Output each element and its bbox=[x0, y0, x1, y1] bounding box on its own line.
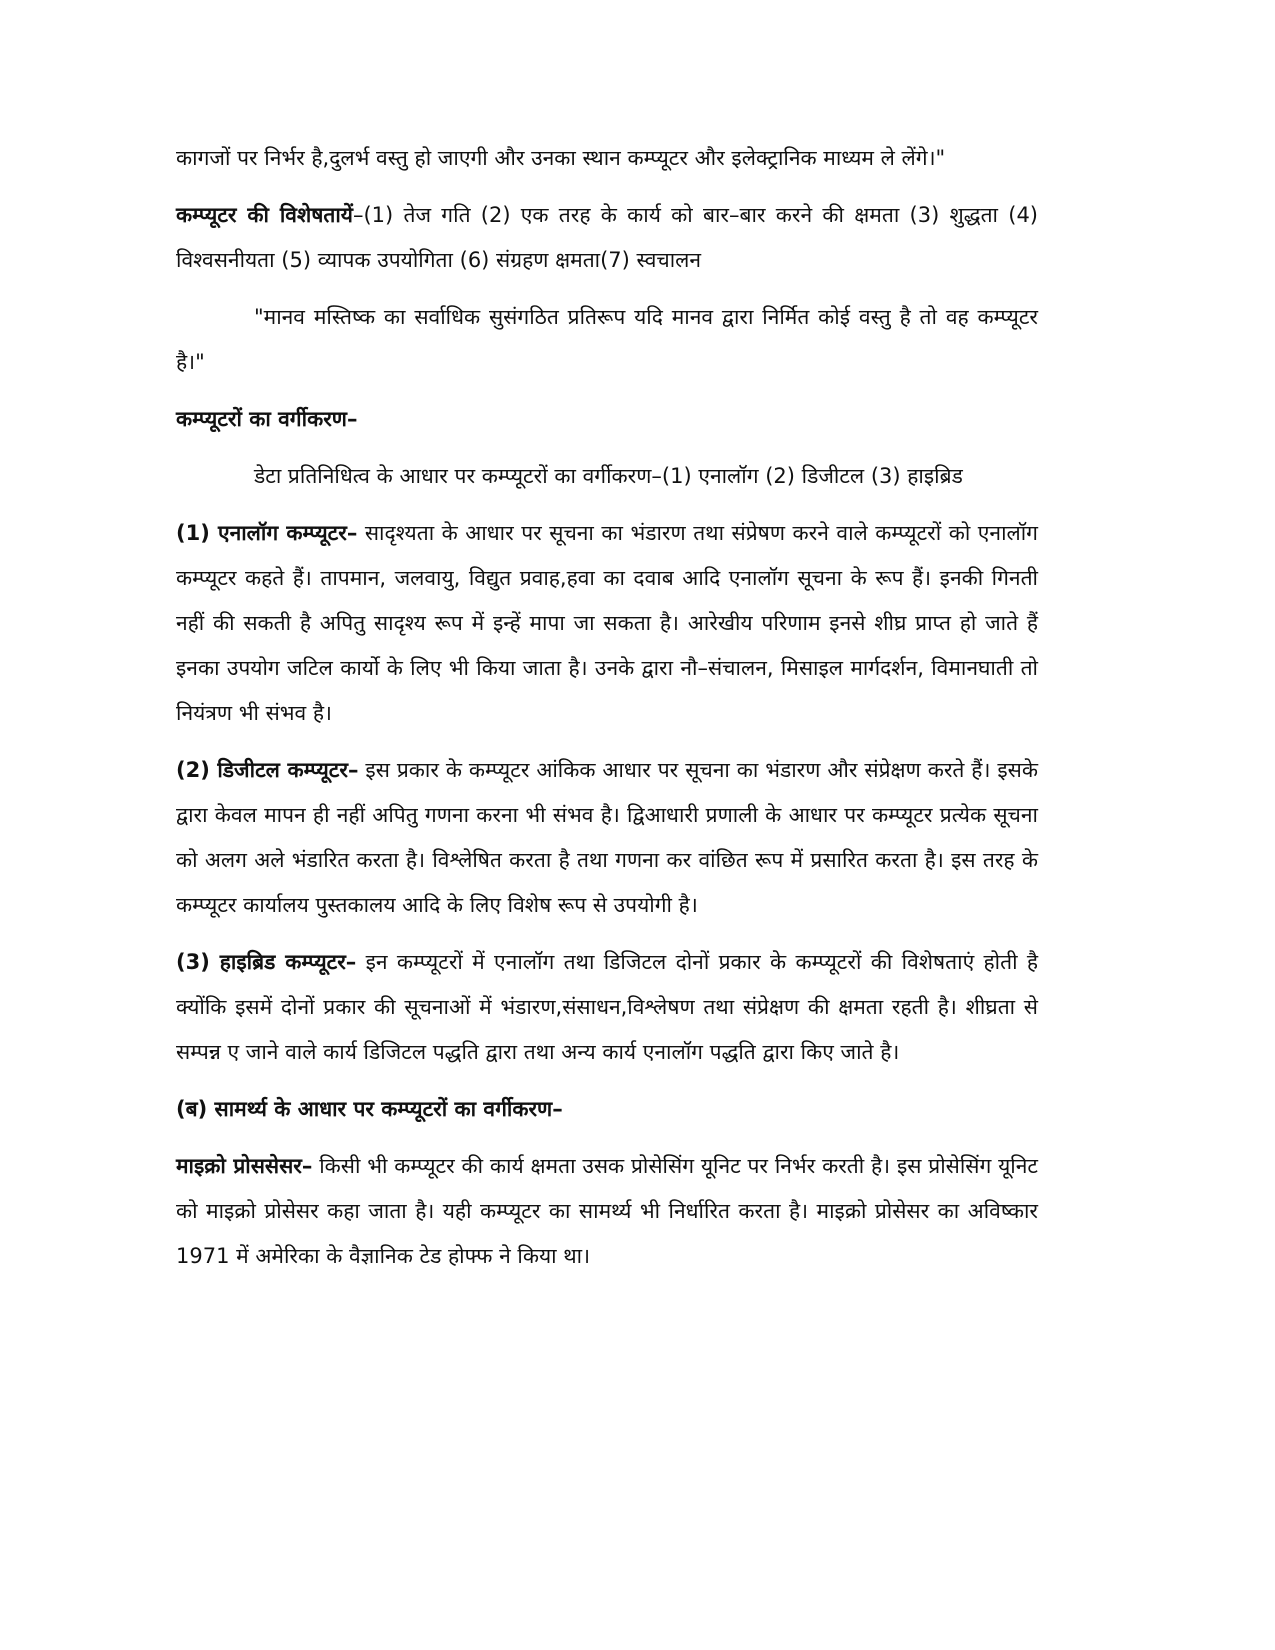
features-paragraph bbox=[176, 193, 1038, 283]
hybrid-paragraph bbox=[176, 940, 1038, 1075]
features-lead: कम्प्यूटर की विशेषतायें bbox=[176, 203, 353, 227]
digital-paragraph bbox=[176, 748, 1038, 928]
hybrid-text: इन कम्प्यूटरों में एनालॉग तथा डिजिटल दोनों प्रकार के कम्प्यूटरों की विशेषताएं होती है क्योंकि इसमें दोनों प्रकार की सूचनाओं में भंडारण,संसाधन,विश्लेषण तथा संप्रेक्षण की क्षमता रहती है। शीघ्रता से सम्पन्न ए जाने वाले कार्य डिजिटल पद्धति द्वारा तथा अन्य कार्य एनालॉग पद्धति द्वारा किए जाते है। bbox=[176, 950, 1038, 1064]
quote-paragraph: "मानव मस्तिष्क का सर्वाधिक सुसंगठित प्रतिरूप यदि मानव द्वारा निर्मित कोई वस्तु है तो वह कम्प्यूटर है।" bbox=[176, 305, 1038, 374]
analog-text: सादृश्यता के आधार पर सूचना का भंडारण तथा संप्रेषण करने वाले कम्प्यूटरों को एनालॉग कम्प्यूटर कहते हैं। तापमान, जलवायु, विद्युत प्रवाह,हवा का दवाब आदि एनालॉग सूचना के रूप हैं। इनकी गिनती नहीं की सकती है अपितु सादृश्य रूप में इन्हें मापा जा सकता है। आरेखीय परिणाम इनसे शीघ्र प्राप्त हो जाते हैं इनका उपयोग जटिल कार्यो के लिए भी किया जाता है। उनके द्वारा नौ–संचालन, मिसाइल मार्गदर्शन, विमानघाती तो नियंत्रण भी संभव है। bbox=[176, 521, 1039, 725]
microprocessor-text: किसी भी कम्प्यूटर की कार्य क्षमता उसक प्रोसेसिंग यूनिट पर निर्भर करती है। इस प्रोसेसिंग यूनिट को माइक्रो प्रोसेसर कहा जाता है। यही कम्प्यूटर का सामर्थ्य भी निर्धारित करता है। माइक्रो प्रोसेसर का अविष्कार 1971 में अमेरिका के वैज्ञानिक टेड होफ्फ ने किया था। bbox=[176, 1154, 1038, 1268]
intro-continuation-paragraph: कागजों पर निर्भर है,दुलर्भ वस्तु हो जाएगी और उनका स्थान कम्प्यूटर और इलेक्ट्रानिक माध्यम ले लेंगे।" bbox=[176, 146, 946, 170]
analog-lead: (1) एनालॉग कम्प्यूटर– bbox=[176, 521, 358, 545]
classification-intro-paragraph: डेटा प्रतिनिधित्व के आधार पर कम्प्यूटरों का वर्गीकरण–(1) एनालॉग (2) डिजीटल (3) हाइब्रिड bbox=[254, 464, 963, 488]
capacity-heading: (ब) सामर्थ्य के आधार पर कम्प्यूटरों का वर्गीकरण– bbox=[176, 1097, 563, 1121]
microprocessor-paragraph bbox=[176, 1144, 1038, 1279]
digital-lead: (2) डिजीटल कम्प्यूटर– bbox=[176, 758, 359, 782]
features-text: –(1) तेज गति (2) एक तरह के कार्य को बार–बार करने की क्षमता (3) शुद्धता (4) विश्वसनीयता (5) व्यापक उपयोगिता (6) संग्रहण क्षमता(7) स्वचालन bbox=[176, 203, 1038, 272]
classification-heading: कम्प्यूटरों का वर्गीकरण– bbox=[176, 407, 358, 431]
digital-text: इस प्रकार के कम्प्यूटर आंकिक आधार पर सूचना का भंडारण और संप्रेक्षण करते हैं। इसके द्वारा केवल मापन ही नहीं अपितु गणना करना भी संभव है। द्विआधारी प्रणाली के आधार पर कम्प्यूटर प्रत्येक सूचना को अलग अले भंडारित करता है। विश्लेषित करता है तथा गणना कर वांछित रूप में प्रसारित करता है। इस तरह के कम्प्यूटर कार्यालय पुस्तकालय आदि के लिए विशेष रूप से उपयोगी है। bbox=[176, 758, 1038, 917]
analog-paragraph bbox=[176, 511, 1038, 736]
hybrid-lead: (3) हाइब्रिड कम्प्यूटर– bbox=[176, 950, 357, 974]
microprocessor-lead: माइक्रो प्रोससेसर– bbox=[176, 1154, 313, 1178]
document-page bbox=[176, 136, 1038, 1291]
